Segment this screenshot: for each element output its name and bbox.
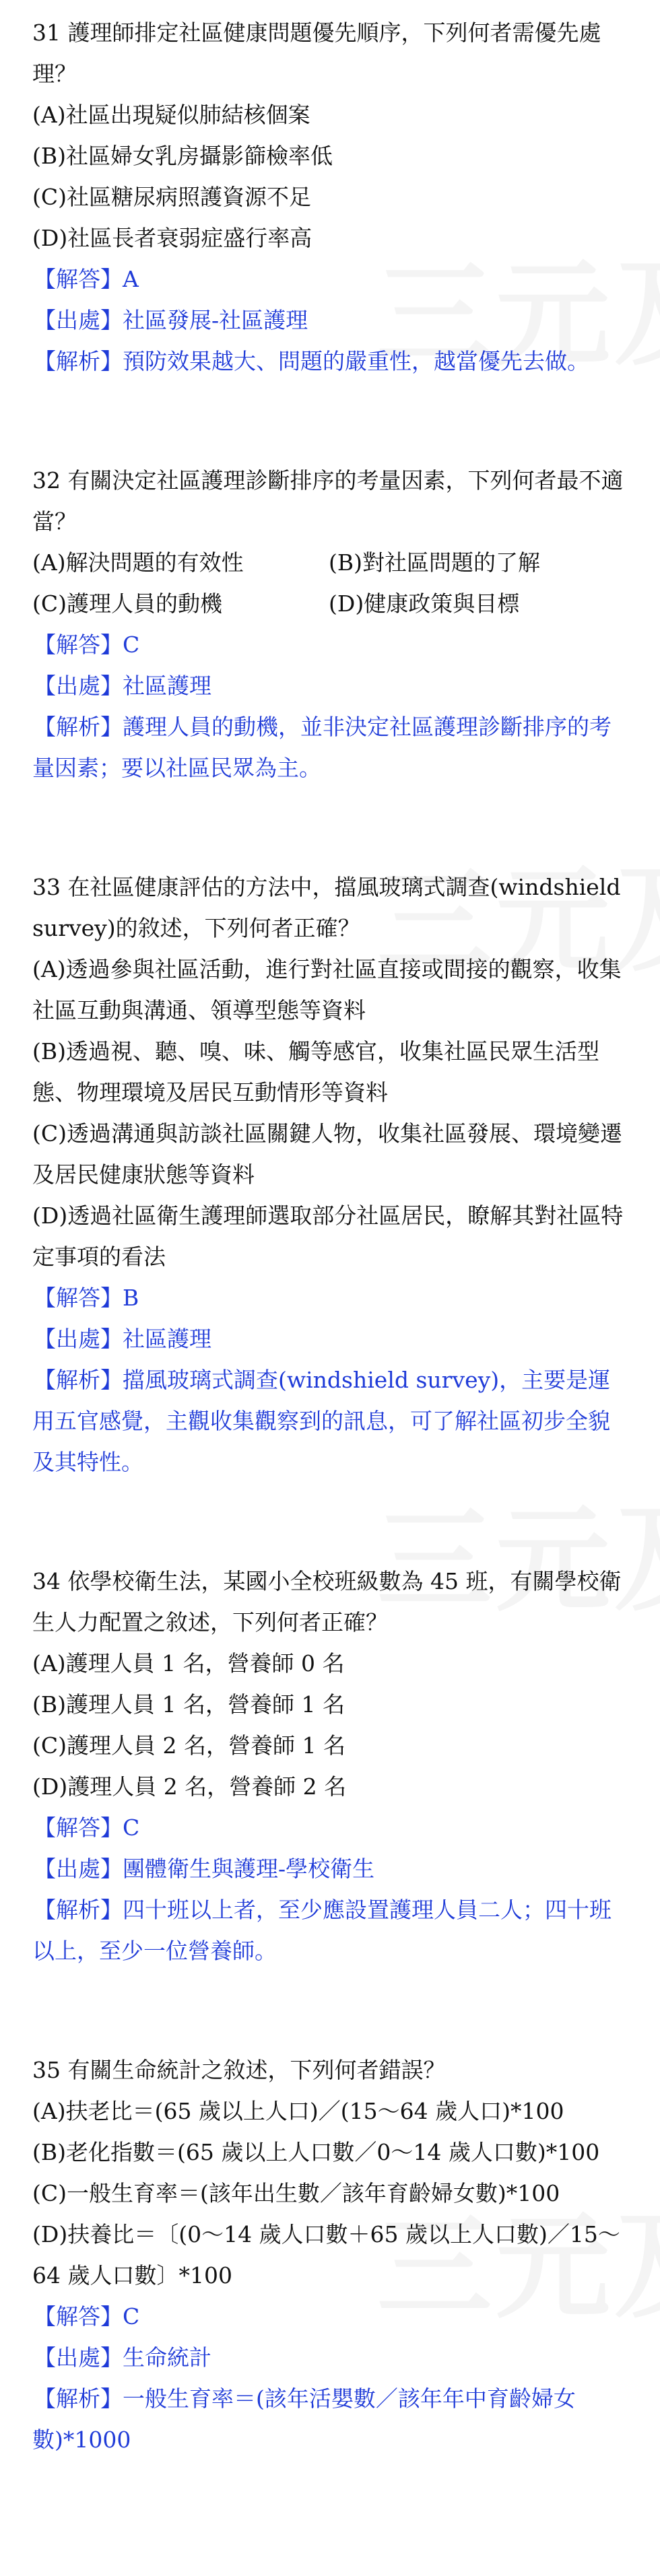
question-32	[32, 460, 632, 788]
answer-value: C	[123, 632, 140, 658]
question-stem: 34 依學校衛生法，某國小全校班級數為 45 班，有關學校衛生人力配置之敘述，下列何者正確？	[32, 1568, 622, 1635]
analysis-value: 四十班以上者，至少應設置護理人員二人；四十班以上，至少一位營養師。	[32, 1897, 612, 1964]
source-tag: 【出處】	[34, 1856, 123, 1882]
option-c: (C)社區糖尿病照護資源不足	[32, 184, 311, 210]
source-tag: 【出處】	[34, 307, 123, 333]
option-a: (A)透過參與社區活動，進行對社區直接或間接的觀察，收集社區互動與溝通、領導型態等資料	[32, 956, 622, 1023]
answer-value: A	[123, 266, 139, 292]
question-stem: 31 護理師排定社區健康問題優先順序，下列何者需優先處理？	[32, 20, 601, 87]
analysis-line	[32, 706, 632, 788]
answer-line	[32, 1807, 632, 1848]
source-value: 社區護理	[123, 673, 211, 699]
source-line	[32, 1848, 632, 1889]
analysis-line	[32, 2378, 632, 2460]
analysis-tag: 【解析】	[34, 2385, 123, 2412]
analysis-value: 預防效果越大、問題的嚴重性，越當優先去做。	[123, 348, 589, 374]
answer-line	[32, 259, 632, 300]
option-c: (C)一般生育率＝(該年出生數／該年育齡婦女數)*100	[32, 2180, 560, 2206]
answer-line	[32, 1277, 632, 1318]
analysis-tag: 【解析】	[34, 1367, 123, 1393]
option-a: (A)護理人員 1 名，營養師 0 名	[32, 1650, 345, 1676]
source-tag: 【出處】	[34, 2344, 123, 2371]
source-tag: 【出處】	[34, 673, 123, 699]
option-row	[32, 542, 632, 583]
option-a: (A)扶老比＝(65 歲以上人口)／(15～64 歲人口)*100	[32, 2098, 564, 2124]
analysis-line	[32, 341, 632, 382]
option-b: (B)老化指數＝(65 歲以上人口數／0～14 歲人口數)*100	[32, 2139, 600, 2165]
option-d: (D)護理人員 2 名，營養師 2 名	[32, 1773, 347, 1800]
option-b: (B)對社區問題的了解	[329, 549, 540, 576]
option-row	[32, 583, 632, 624]
answer-tag: 【解答】	[34, 266, 123, 292]
source-tag: 【出處】	[34, 1326, 123, 1352]
analysis-tag: 【解析】	[34, 1897, 123, 1923]
source-value: 社區護理	[123, 1326, 211, 1352]
question-31	[32, 12, 632, 382]
option-d: (D)健康政策與目標	[329, 590, 520, 617]
option-b: (B)透過視、聽、嗅、味、觸等感官，收集社區民眾生活型態、物理環境及居民互動情形等資料	[32, 1038, 599, 1106]
answer-value: C	[123, 1815, 140, 1841]
analysis-tag: 【解析】	[34, 714, 123, 740]
analysis-value: 一般生育率＝(該年活嬰數／該年年中育齡婦女數)*1000	[32, 2385, 576, 2453]
option-c: (C)護理人員的動機	[32, 590, 222, 617]
answer-line	[32, 2296, 632, 2337]
source-line	[32, 2337, 632, 2378]
source-value: 社區發展-社區護理	[123, 307, 308, 333]
question-stem: 35 有關生命統計之敘述，下列何者錯誤？	[32, 2057, 446, 2083]
option-d: (D)透過社區衛生護理師選取部分社區居民，瞭解其對社區特定事項的看法	[32, 1202, 624, 1270]
source-value: 生命統計	[123, 2344, 211, 2371]
source-line	[32, 1318, 632, 1359]
answer-value: B	[123, 1285, 139, 1311]
analysis-value: 擋風玻璃式調查(windshield survey)，主要是運用五官感覺，主觀收集觀察到的訊息，可了解社區初步全貌及其特性。	[32, 1367, 611, 1475]
question-stem: 33 在社區健康評估的方法中，擋風玻璃式調查(windshield survey)的敘述，下列何者正確？	[32, 874, 621, 941]
option-a: (A)社區出現疑似肺結核個案	[32, 102, 310, 128]
analysis-tag: 【解析】	[34, 348, 123, 374]
answer-tag: 【解答】	[34, 1815, 123, 1841]
option-c: (C)透過溝通與訪談社區關鍵人物，收集社區發展、環境變遷及居民健康狀態等資料	[32, 1120, 622, 1188]
analysis-value: 護理人員的動機，並非決定社區護理診斷排序的考量因素；要以社區民眾為主。	[32, 714, 612, 781]
answer-tag: 【解答】	[34, 632, 123, 658]
option-b: (B)護理人員 1 名，營養師 1 名	[32, 1691, 345, 1718]
question-34	[32, 1561, 632, 1971]
answer-value: C	[123, 2303, 140, 2330]
analysis-line	[32, 1359, 632, 1483]
option-a: (A)解決問題的有效性	[32, 549, 244, 576]
analysis-line	[32, 1889, 632, 1971]
question-35	[32, 2049, 632, 2460]
source-value: 團體衛生與護理-學校衛生	[123, 1856, 375, 1882]
option-b: (B)社區婦女乳房攝影篩檢率低	[32, 143, 333, 169]
option-c: (C)護理人員 2 名，營養師 1 名	[32, 1732, 345, 1759]
source-line	[32, 665, 632, 706]
question-stem: 32 有關決定社區護理診斷排序的考量因素，下列何者最不適當？	[32, 467, 624, 535]
answer-tag: 【解答】	[34, 1285, 123, 1311]
option-d: (D)社區長者衰弱症盛行率高	[32, 225, 312, 251]
answer-line	[32, 624, 632, 665]
answer-tag: 【解答】	[34, 2303, 123, 2330]
source-line	[32, 300, 632, 341]
question-33	[32, 867, 632, 1483]
option-d: (D)扶養比＝〔(0～14 歲人口數＋65 歲以上人口數)／15～64 歲人口數〕*100	[32, 2221, 620, 2289]
